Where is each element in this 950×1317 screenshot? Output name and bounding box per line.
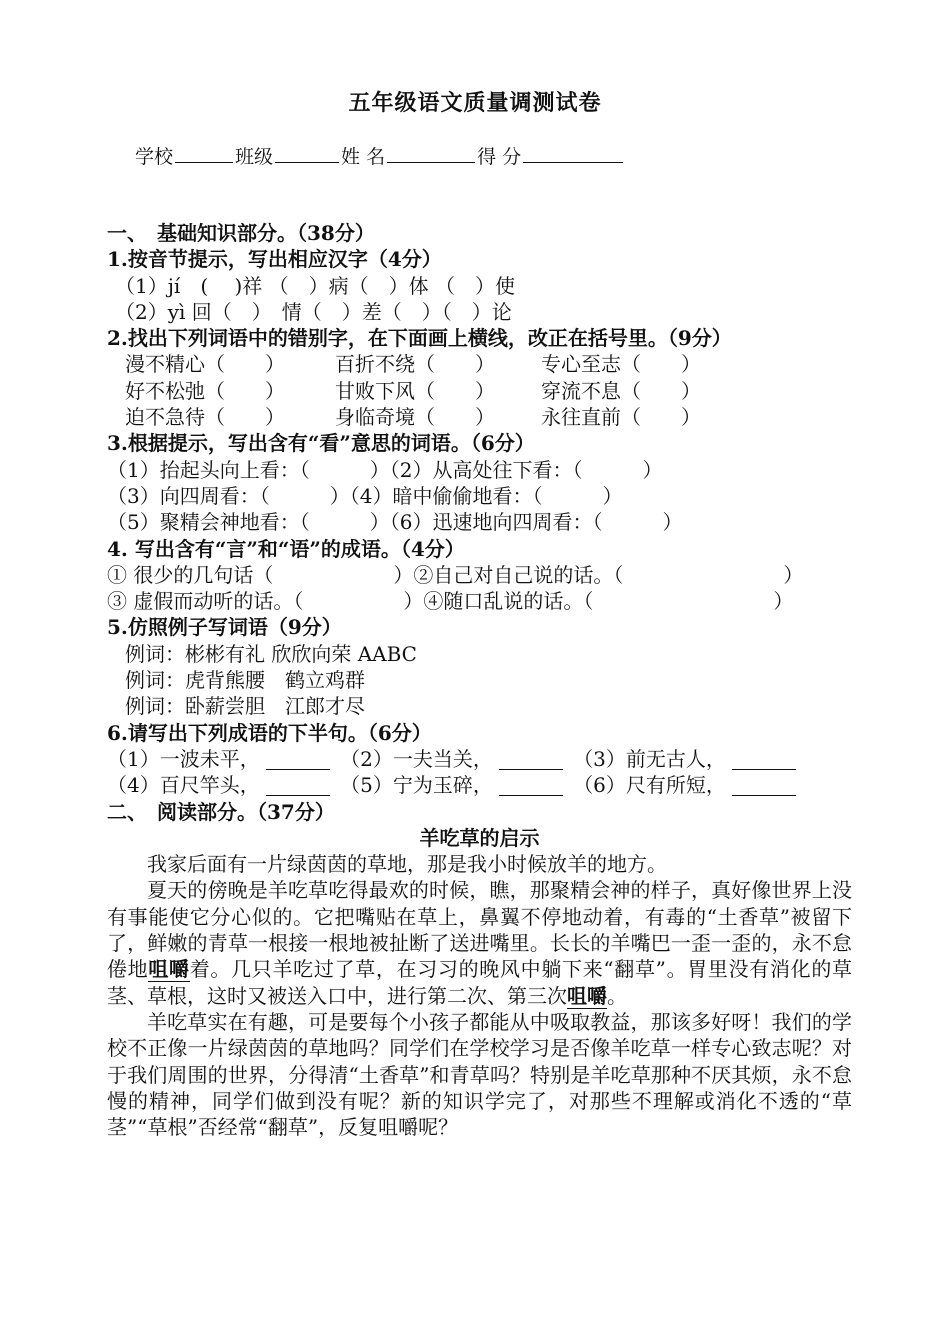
q1-line: （1）jí ( )祥 （ ）病（ ）体 （ ）使	[115, 273, 515, 298]
q2-word: 百折不绕（ ）	[335, 352, 495, 377]
q6-heading: 6.请写出下列成语的下半句。（6分）	[107, 720, 432, 745]
q6-item: （5）宁为玉碎，	[340, 773, 493, 798]
passage-title: 羊吃草的启示	[419, 825, 540, 850]
school-label: 学校	[135, 146, 174, 168]
q6-item: （1）一波未平，	[107, 746, 260, 771]
q1-heading: 1.按音节提示，写出相应汉字（4分）	[107, 247, 442, 272]
q2-heading: 2.找出下列词语中的错别字，在下面画上横线，改正在括号里。（9分）	[107, 326, 732, 351]
q2-word: 永往直前（ ）	[541, 405, 701, 430]
q6-item: （4）百尺竿头，	[107, 773, 260, 798]
q1-line: （2）yì 回（ ） 情（ ）差（ ）（ ）论	[115, 299, 512, 324]
emphasized-word: 咀嚼	[148, 957, 190, 982]
part1-heading: 一、 基础知识部分。（38分）	[107, 221, 375, 245]
q3-line: （5）聚精会神地看：（ ）（6）迅速地向四周看：（ ）	[107, 510, 683, 535]
answer-blank	[499, 775, 563, 796]
q2-word: 好不松弛（ ）	[125, 378, 285, 403]
q6-row	[107, 746, 852, 772]
answer-blank	[732, 749, 796, 770]
school-blank	[175, 144, 233, 163]
q3-heading: 3.根据提示，写出含有“看”意思的词语。（6分）	[107, 431, 535, 456]
q6-row	[107, 772, 852, 798]
q2-word: 身临奇境（ ）	[335, 405, 495, 430]
q2-word: 漫不精心（ ）	[125, 352, 285, 377]
q6-item: （2）一夫当关，	[340, 746, 493, 771]
answer-blank	[499, 749, 563, 770]
exam-content	[107, 220, 852, 1140]
q5-example: 例词：卧薪尝胆 江郎才尽	[125, 694, 365, 719]
passage-text: 夏天的傍晚是羊吃草吃得最欢的时候，瞧，那聚精会神的样子，真好像世界上没有事能使它分心似的。它把嘴贴在草上，鼻翼不停地动着，有毒的“土香草”被留下了，鲜嫩的青草一根接一根地被扯断了送进嘴里。长长的羊嘴巴一歪一歪的，永不怠倦地	[107, 878, 852, 982]
q2-row	[107, 378, 852, 404]
score-blank	[523, 144, 623, 163]
answer-blank	[732, 775, 796, 796]
passage-paragraph	[107, 877, 852, 1008]
passage-text: 着。几只羊吃过了草，在习习的晚风中躺下来“翻草”。胃里没有消化的草茎、草根，这时又被送入口中，进行第二次、第三次	[107, 957, 853, 1008]
q6-item: （6）尺有所短，	[573, 773, 726, 798]
q3-line: （1）抬起头向上看：（ ）（2）从高处往下看：（ ）	[107, 457, 663, 482]
answer-blank	[266, 775, 330, 796]
page-title: 五年级语文质量调测试卷	[348, 90, 602, 116]
q4-line: ① 很少的几句话（ ）②自己对自己说的话。（ ）	[107, 562, 804, 587]
passage-text: 。	[607, 983, 627, 1008]
q2-word: 穿流不息（ ）	[541, 378, 701, 403]
score-label: 得 分	[477, 146, 522, 168]
name-label: 姓 名	[341, 146, 386, 168]
name-blank	[387, 144, 475, 163]
passage-paragraph: 羊吃草实在有趣，可是要每个小孩子都能从中吸取教益，那该多好呀！我们的学校不正像一片绿茵茵的草地吗？同学们在学校学习是否像羊吃草一样专心致志呢？对于我们周围的世界，分得清“土香草”和青草吗？特别是羊吃草那种不厌其烦，永不怠慢的精神，同学们做到没有呢？新的知识学完了，对那些不理解或消化不透的“草茎”“草根”否经常“翻草”，反复咀嚼呢？	[107, 1009, 852, 1140]
passage-paragraph: 我家后面有一片绿茵茵的草地，那是我小时候放羊的地方。	[147, 852, 667, 877]
q5-example: 例词：彬彬有礼 欣欣向荣 AABC	[125, 641, 417, 666]
q2-row	[107, 351, 852, 377]
q4-line: ③ 虚假而动听的话。（ ）④随口乱说的话。（ ）	[107, 589, 794, 614]
q3-line: （3）向四周看：（ ）（4）暗中偷偷地看：（ ）	[107, 483, 623, 508]
q5-example: 例词：虎背熊腰 鹤立鸡群	[125, 668, 365, 693]
class-blank	[275, 144, 339, 163]
q2-word: 甘败下风（ ）	[335, 378, 495, 403]
q2-word: 迫不急待（ ）	[125, 405, 285, 430]
part2-heading: 二、 阅读部分。（37分）	[107, 799, 335, 824]
student-info-line	[135, 142, 625, 169]
answer-blank	[266, 749, 330, 770]
q2-row	[107, 404, 852, 430]
q4-heading: 4. 写出含有“言”和“语”的成语。（4分）	[107, 536, 465, 561]
class-label: 班级	[235, 146, 274, 168]
q2-word: 专心至志（ ）	[541, 352, 701, 377]
emphasized-word: 咀嚼	[567, 983, 607, 1008]
q6-item: （3）前无古人，	[573, 746, 726, 771]
q5-heading: 5.仿照例子写词语（9分）	[107, 615, 342, 640]
